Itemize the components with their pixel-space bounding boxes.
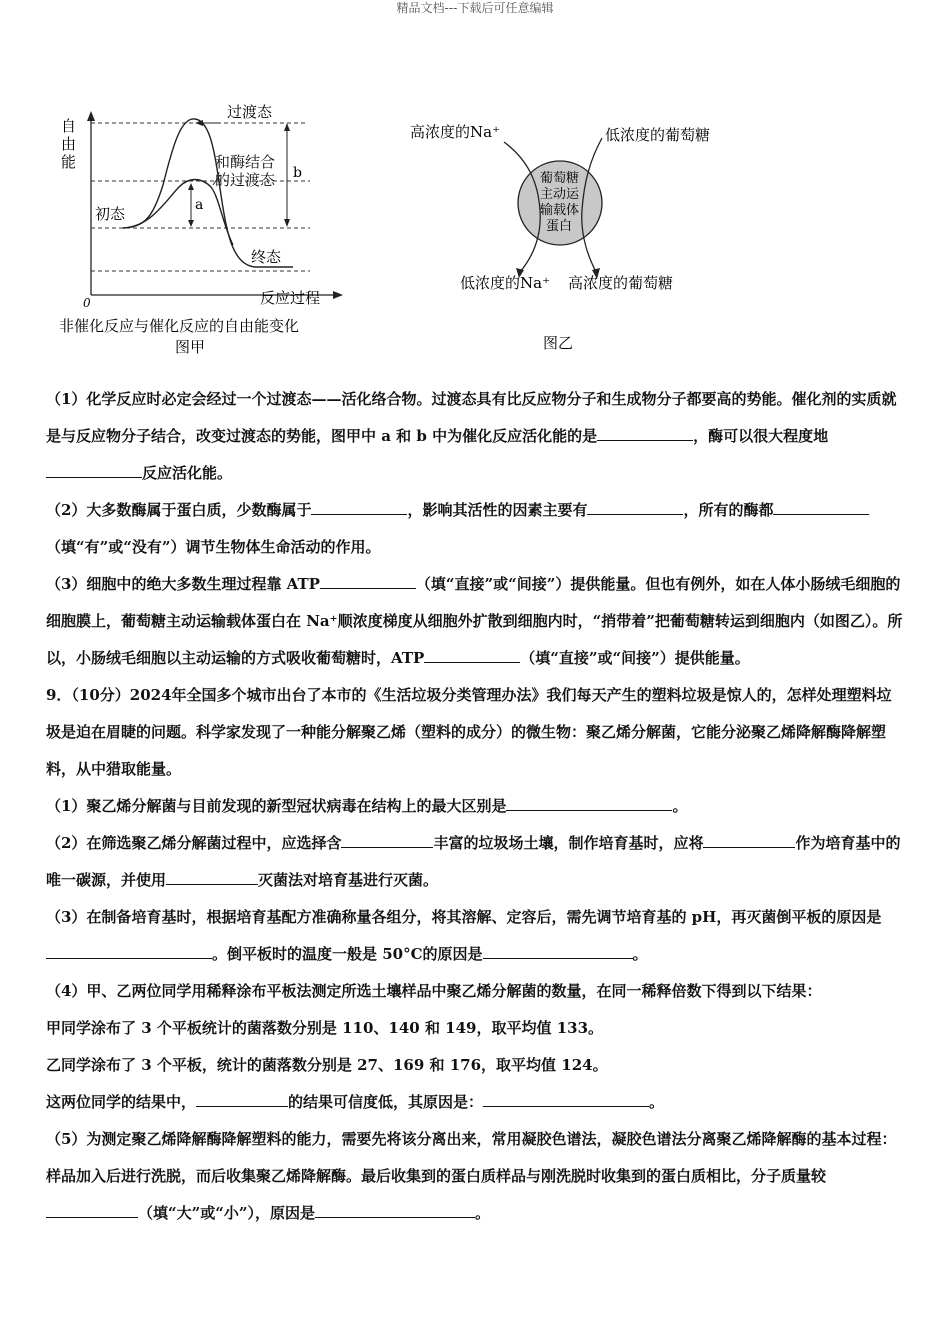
final-state-label: 终态 [251, 248, 282, 266]
low-na-label: 低浓度的Na⁺ [460, 274, 550, 292]
high-glucose-label: 高浓度的葡萄糖 [568, 274, 674, 292]
caption-b: 图乙 [543, 334, 574, 352]
blank-2-3[interactable] [773, 496, 869, 515]
blank-1-2[interactable] [46, 459, 142, 478]
uncatalyzed-curve [123, 119, 293, 267]
cotransport-diagram [400, 110, 740, 355]
blank-9-1[interactable] [506, 792, 672, 811]
protein-line3: 输载体 [540, 203, 580, 218]
blank-9-5-1[interactable] [46, 1199, 138, 1218]
q9-part-4-jia: 甲同学涂布了 3 个平板统计的菌落数分别是 110、140 和 149，取平均值 133。 [46, 1019, 604, 1037]
transition-state-label: 过渡态 [227, 103, 273, 121]
q9-part-1: （1）聚乙烯分解菌与目前发现的新型冠状病毒在结构上的最大区别是 。 [46, 788, 904, 825]
blank-9-3-2[interactable] [483, 940, 633, 959]
low-glucose-label: 低浓度的葡萄糖 [605, 126, 711, 144]
protein-line2: 主动运 [540, 187, 580, 202]
protein-line4: 蛋白 [546, 219, 573, 234]
catalyzed-curve [123, 180, 233, 246]
q9-part-5: （5）为测定聚乙烯降解酶降解塑料的能力，需要先将该分离出来，常用凝胶色谱法，凝胶色谱法分离聚乙烯降解酶的基本过程：样品加入后进行洗脱，而后收集聚乙烯降解酶。最后收集到的蛋白质样品与刚洗脱时收集到的蛋白质相比，分子质量较（填“大”或“小”），原因是 。 [46, 1130, 897, 1222]
para-2: （2）大多数酶属于蛋白质，少数酶属于 ，影响其活性的因素主要有 ，所有的酶都（填“有”或“没有”）调节生物体生命活动的作用。 [46, 492, 904, 566]
y-axis-arrow [87, 111, 95, 121]
figure-b [400, 110, 740, 355]
blank-9-3-1[interactable] [46, 940, 212, 959]
enzyme-transition-label: 和酶结合的过渡态 [215, 153, 276, 189]
figure-a [55, 95, 375, 360]
blank-9-2-1[interactable] [341, 829, 433, 848]
blank-9-4-1[interactable] [196, 1088, 288, 1107]
a-label: a [195, 197, 204, 213]
q9-part-3: （3）在制备培育基时，根据培育基配方准确称量各组分，将其溶解、定容后，需先调节培育基的 pH，再灭菌倒平板的原因是。倒平板时的温度一般是 50°C的原因是 。 [46, 908, 882, 963]
blank-9-2-3[interactable] [166, 866, 258, 885]
x-axis-label: 反应过程 [260, 289, 321, 307]
q9-part-4-conclusion: 这两位同学的结果中， 的结果可信度低，其原因是： 。 [46, 1084, 904, 1121]
question-9: 9．（10分）2024年全国多个城市出台了本市的《生活垃圾分类管理办法》我们每天产生的塑料垃圾是惊人的，怎样处理塑料垃圾是迫在眉睫的问题。科学家发现了一种能分解聚乙烯（塑料的成分）的微生物：聚乙烯分解菌，它能分泌聚乙烯降解酶降解塑料，从中猎取能量。 [46, 686, 892, 778]
para-3: （3）细胞中的绝大多数生理过程靠 ATP （填“直接”或“间接”）提供能量。但也有例外，如在人体小肠绒毛细胞的细胞膜上，葡萄糖主动运输载体蛋白在 Na⁺顺浓度梯度从细胞外扩散到细胞内时，“捎带着”把葡萄糖转运到细胞内（如图乙）。所以，小肠绒毛细胞以主动运输的方式吸收葡萄糖时，ATP （填“直接”或“间接”）提供能量。 [46, 566, 904, 677]
q9-part-4-yi: 乙同学涂布了 3 个平板，统计的菌落数分别是 27、169 和 176，取平均值 124。 [46, 1056, 608, 1074]
b-label: b [293, 165, 302, 181]
blank-3-1[interactable] [320, 570, 416, 589]
q9-part-4: （4）甲、乙两位同学用稀释涂布平板法测定所选土壤样品中聚乙烯分解菌的数量，在同一稀释倍数下得到以下结果： [46, 982, 822, 1000]
page-header: 精品文档---下载后可任意编辑 [396, 1, 554, 15]
origin-label: 0 [83, 296, 91, 310]
free-energy-diagram [55, 95, 375, 360]
q9-part-2: （2）在筛选聚乙烯分解菌过程中，应选择含 丰富的垃圾场土壤，制作培育基时，应将 作为培育基中的唯一碳源，并使用 灭菌法对培育基进行灭菌。 [46, 825, 904, 899]
blank-3-2[interactable] [424, 644, 520, 663]
initial-state-label: 初态 [95, 205, 126, 223]
blank-9-4-2[interactable] [483, 1088, 649, 1107]
blank-9-5-2[interactable] [315, 1199, 475, 1218]
blank-2-2[interactable] [587, 496, 683, 515]
protein-line1: 葡萄糖 [540, 171, 580, 186]
y-label-1: 自由能 [61, 117, 77, 171]
caption-line1: 非催化反应与催化反应的自由能变化 [59, 317, 300, 335]
blank-9-2-2[interactable] [703, 829, 795, 848]
blank-1-1[interactable] [597, 422, 693, 441]
x-axis-arrow [333, 291, 343, 299]
para-1: （1）化学反应时必定会经过一个过渡态——活化络合物。过渡态具有比反应物分子和生成物分子都要高的势能。催化剂的实质就是与反应物分子结合，改变过渡态的势能，图甲中 a 和 b 中为催化反应活化能的是 ，酶可以很大程度地反应活化能。 [46, 390, 897, 482]
blank-2-1[interactable] [311, 496, 407, 515]
high-na-label: 高浓度的Na⁺ [410, 123, 500, 141]
caption-line2: 图甲 [175, 338, 206, 356]
question-body [46, 381, 904, 1232]
